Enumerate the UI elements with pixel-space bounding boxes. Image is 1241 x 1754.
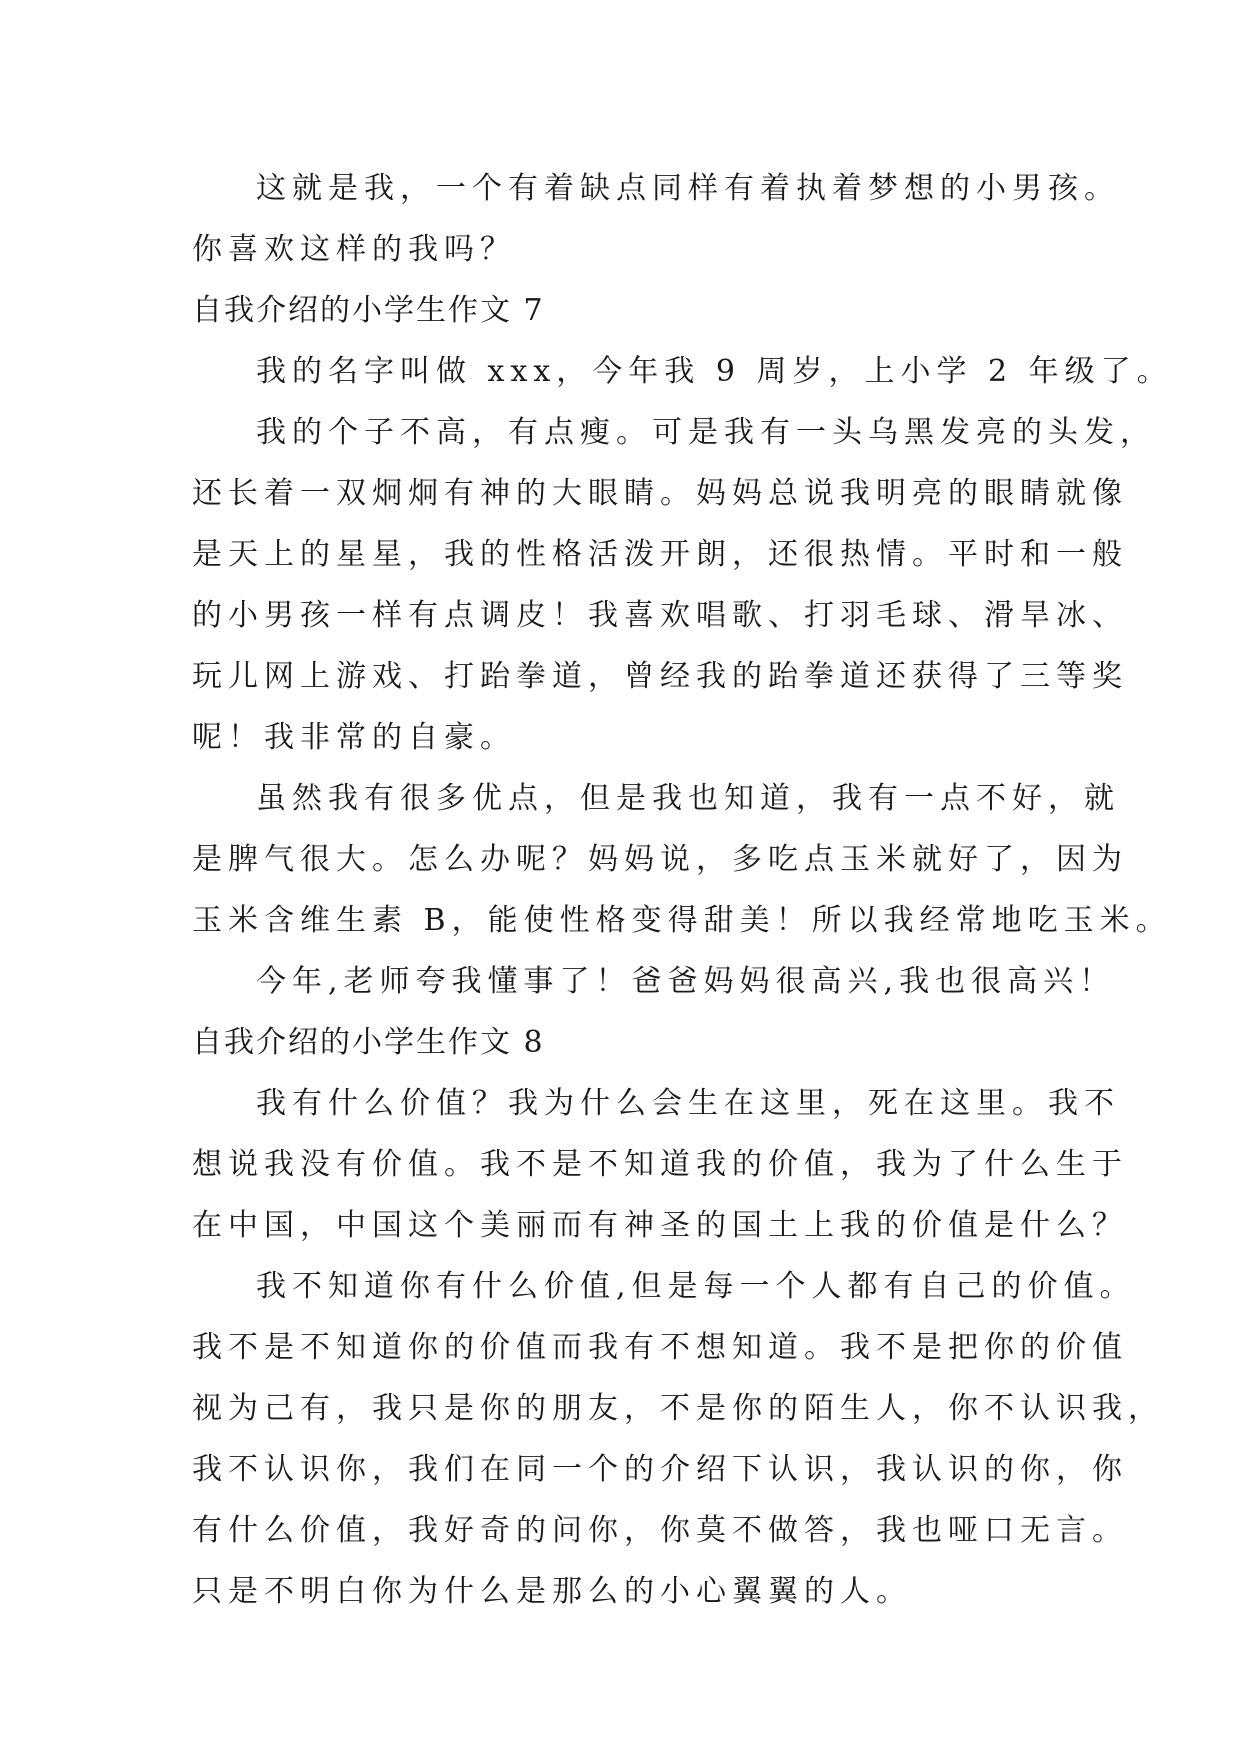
document-body xyxy=(192,158,1173,1622)
paragraph-line: 只是不明白你为什么是那么的小心翼翼的人。 xyxy=(192,1574,912,1609)
paragraph-line: 我不是不知道你的价值而我有不想知道。我不是把你的价值 xyxy=(192,1330,1128,1365)
paragraph-line: 玉米含维生素 B，能使性格变得甜美！所以我经常地吃玉米。 xyxy=(192,903,1172,938)
paragraph-line: 的小男孩一样有点调皮！我喜欢唱歌、打羽毛球、滑旱冰、 xyxy=(192,598,1128,633)
paragraph-line: 玩儿网上游戏、打跆拳道，曾经我的跆拳道还获得了三等奖 xyxy=(192,659,1128,694)
paragraph-line: 你喜欢这样的我吗？ xyxy=(192,232,516,267)
paragraph-line: 呢！我非常的自豪。 xyxy=(192,720,516,755)
paragraph-line: 虽然我有很多优点，但是我也知道，我有一点不好，就 xyxy=(256,781,1120,816)
section-heading: 自我介绍的小学生作文 7 xyxy=(192,293,545,328)
paragraph-line: 是脾气很大。怎么办呢？妈妈说，多吃点玉米就好了，因为 xyxy=(192,842,1128,877)
paragraph-line: 我不知道你有什么价值,但是每一个人都有自己的价值。 xyxy=(256,1269,1136,1304)
paragraph-line: 还长着一双炯炯有神的大眼睛。妈妈总说我明亮的眼睛就像 xyxy=(192,476,1128,511)
paragraph-line: 视为己有，我只是你的朋友，不是你的陌生人，你不认识我， xyxy=(192,1391,1164,1426)
paragraph-line: 我不认识你，我们在同一个的介绍下认识，我认识的你，你 xyxy=(192,1452,1128,1487)
paragraph-line: 今年,老师夸我懂事了！爸爸妈妈很高兴,我也很高兴！ xyxy=(256,964,1116,999)
paragraph-line: 有什么价值，我好奇的问你，你莫不做答，我也哑口无言。 xyxy=(192,1513,1128,1548)
section-heading: 自我介绍的小学生作文 8 xyxy=(192,1025,545,1060)
paragraph-line: 我的个子不高，有点瘦。可是我有一头乌黑发亮的头发， xyxy=(256,415,1156,450)
paragraph-line: 想说我没有价值。我不是不知道我的价值，我为了什么生于 xyxy=(192,1147,1128,1182)
paragraph-line: 在中国，中国这个美丽而有神圣的国土上我的价值是什么？ xyxy=(192,1208,1128,1243)
paragraph-line: 这就是我，一个有着缺点同样有着执着梦想的小男孩。 xyxy=(256,171,1120,206)
paragraph-line: 我的名字叫做 xxx，今年我 9 周岁，上小学 2 年级了。 xyxy=(256,354,1173,389)
paragraph-line: 是天上的星星，我的性格活泼开朗，还很热情。平时和一般 xyxy=(192,537,1128,572)
paragraph-line: 我有什么价值？我为什么会生在这里，死在这里。我不 xyxy=(256,1086,1120,1121)
